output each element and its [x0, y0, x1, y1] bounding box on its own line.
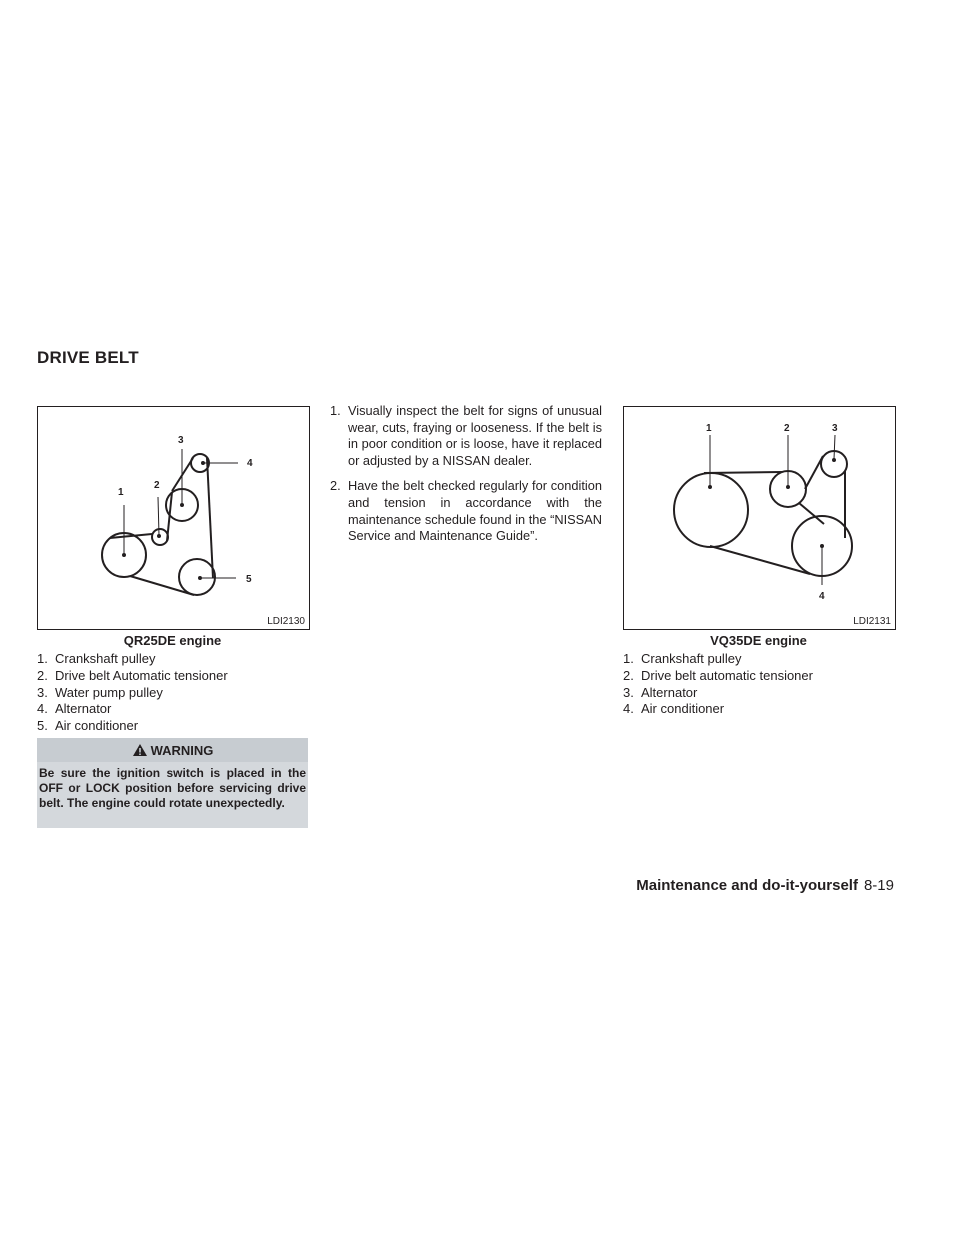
section-title: DRIVE BELT — [37, 348, 139, 367]
label-1: 1 — [706, 423, 712, 434]
footer-section-title: Maintenance and do-it-yourself — [636, 877, 858, 894]
label-5: 5 — [246, 574, 252, 585]
label-4: 4 — [819, 591, 825, 602]
step-item: 2. Have the belt checked regularly for condition and tension in accordance with the maintenance schedule found in the “NISSAN Service and Maintenance Guide”. — [330, 478, 602, 544]
list-item: 5. Air conditioner — [37, 718, 139, 734]
belt-diagram-qr25de — [38, 407, 309, 629]
list-item: 1. Crankshaft pulley — [623, 651, 742, 666]
list-item: 4. Alternator — [37, 701, 112, 717]
crankshaft-pulley-shape — [674, 473, 748, 547]
list-item: 3. Alternator — [623, 684, 698, 700]
figure-caption-vq35de: VQ35DE engine — [710, 633, 807, 648]
label-2: 2 — [154, 480, 160, 491]
warning-header — [37, 738, 308, 762]
label-1: 1 — [118, 487, 124, 498]
figure-vq35de — [623, 406, 896, 630]
inspection-steps — [330, 403, 602, 554]
label-4: 4 — [247, 458, 253, 469]
figure-caption-qr25de: QR25DE engine — [123, 633, 222, 648]
figure-code: LDI2131 — [853, 616, 891, 627]
warning-box — [37, 738, 308, 828]
label-3: 3 — [832, 423, 838, 434]
list-item: 2. Drive belt automatic tensioner — [623, 667, 813, 683]
label-2: 2 — [784, 423, 790, 434]
list-item: 4. Air conditioner — [623, 701, 725, 717]
warning-title: WARNING — [150, 742, 214, 758]
page-footer — [636, 877, 894, 894]
belt-diagram-vq35de — [624, 407, 895, 629]
warning-text: Be sure the ignition switch is placed in the OFF or LOCK position before servicing drive belt. The engine could rotate unexpectedly. — [39, 766, 306, 810]
step-item: 1. Visually inspect the belt for signs of unusual wear, cuts, fraying or looseness. If the belt is in poor condition or is loose, have it replaced or adjusted by a NISSAN dealer. — [330, 403, 602, 468]
warning-icon — [132, 743, 148, 757]
list-item: 1. Crankshaft pulley — [37, 651, 156, 666]
air-conditioner-pulley-shape — [179, 559, 215, 595]
parts-list-vq35de — [623, 651, 813, 718]
page-number: 8-19 — [863, 877, 894, 894]
figure-code: LDI2130 — [267, 616, 305, 627]
parts-list-qr25de — [37, 651, 228, 735]
label-3: 3 — [178, 435, 184, 446]
list-item: 3. Water pump pulley — [37, 684, 163, 700]
list-item: 2. Drive belt Automatic tensioner — [37, 667, 228, 683]
figure-qr25de — [37, 406, 310, 630]
